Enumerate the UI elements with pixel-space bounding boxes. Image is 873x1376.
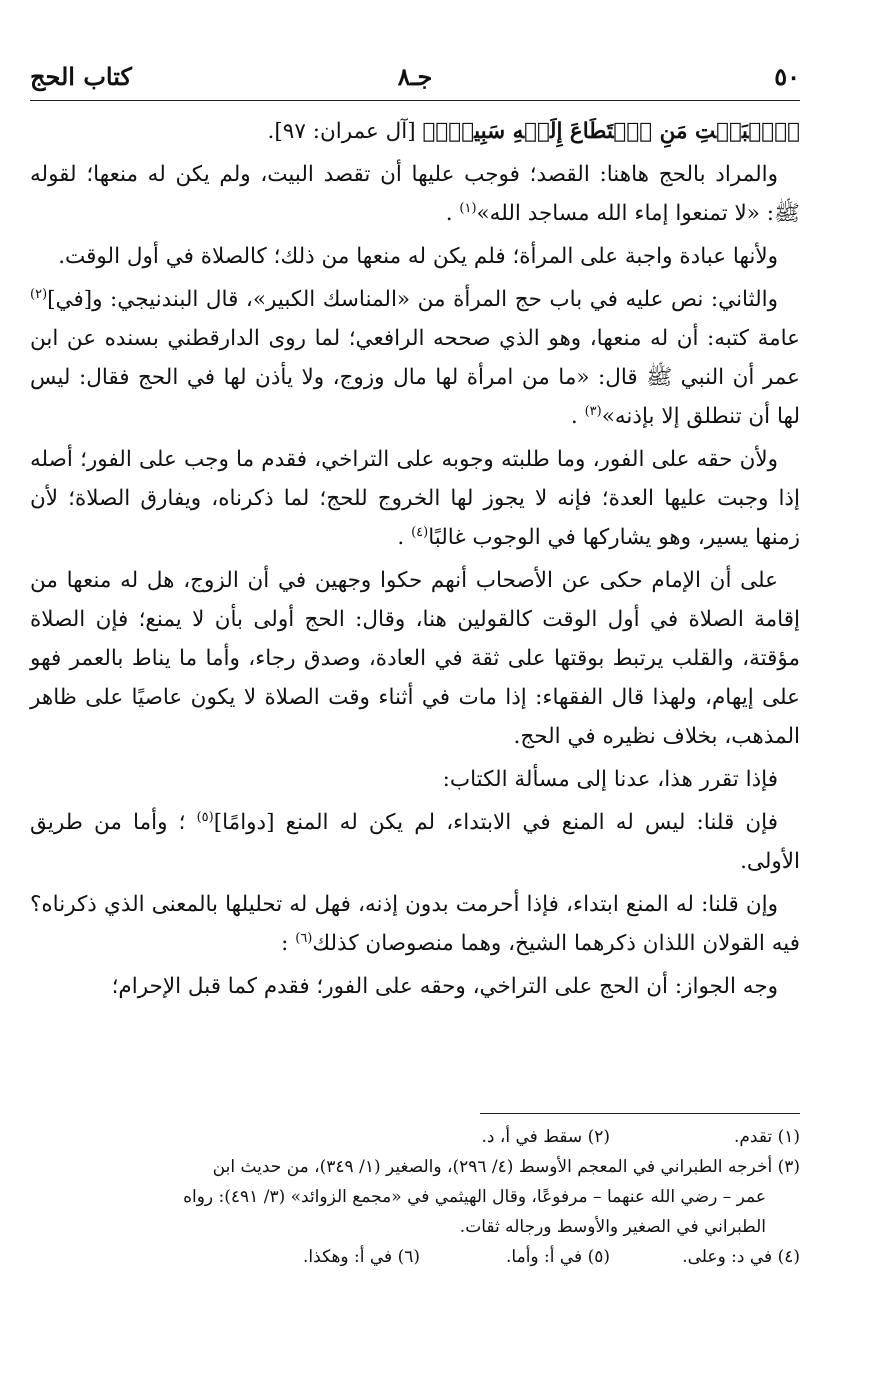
footnote-row	[30, 1122, 800, 1152]
paragraph-end: ؛ وأما من طريق الأولى.	[30, 810, 800, 874]
paragraph-end: :	[281, 931, 296, 956]
paragraph-end: .	[445, 201, 453, 226]
book-title: كتاب الحج	[30, 62, 132, 91]
paragraph	[30, 561, 800, 756]
footnote-marker: (٦)	[295, 930, 313, 946]
footnotes	[30, 1122, 800, 1272]
footnote-3: (٣) أخرجه الطبراني في المعجم الأوسط (٤/ ٢٩٦)، والصغير (١/ ٣٤٩)، من حديث ابن	[212, 1157, 800, 1177]
paragraph	[30, 112, 800, 151]
paragraph-text: على أن الإمام حكى عن الأصحاب أنهم حكوا وجهين في أن الزوج، هل له منعها من إقامة الصلاة في أول الوقت كالقولين هنا، وقال: الحج أولى بأن لا يمنع؛ فإن الصلاة مؤقتة، والقلب يرتبط بوقتها على ثقة في العادة، وصدق رجاء، وأما ما يناط بالعمر فهو على إيهام، ولهذا قال الفقهاء: إذا مات في أثناء وقت الصلاة لا يكون عاصيًا على ظاهر المذهب، بخلاف نظيره في الحج.	[30, 568, 800, 749]
paragraph-text: فإذا تقرر هذا، عدنا إلى مسألة الكتاب:	[442, 767, 778, 792]
footnote-marker: (٤)	[411, 524, 429, 540]
footnote-6: (٦) في أ: وهكذا.	[303, 1247, 420, 1267]
footnote-marker: (٣)	[584, 403, 602, 419]
paragraph-text: ولأن حقه على الفور، وما طلبته وجوبه على التراخي، فقدم ما وجب على الفور؛ أصله إذا وجبت عليها العدة؛ فإنه لا يجوز لها الخروج للحج؛ لما ذكرناه، ويفارق الصلاة؛ لأن زمنها يسير، وهو يشاركها في الوجوب غالبًا	[30, 447, 800, 550]
footnote-marker: (٥)	[196, 809, 214, 825]
footnote-5: (٥) في أ: وأما.	[506, 1247, 610, 1267]
paragraph-text: فإن قلنا: ليس له المنع في الابتداء، لم يكن له المنع [دوامًا]	[213, 810, 778, 835]
header-rule	[30, 100, 800, 101]
paragraph	[30, 155, 800, 233]
main-text	[30, 112, 800, 1010]
paragraph-end: .	[397, 525, 405, 550]
paragraph	[30, 237, 800, 276]
footnote-row	[30, 1242, 800, 1272]
verse-reference: [آل عمران: ٩٧].	[267, 119, 416, 144]
paragraph-end: .	[570, 404, 578, 429]
page-number: ٥٠	[774, 62, 800, 91]
footnote-3-continued: الطبراني في الصغير والأوسط ورجاله ثقات.	[459, 1217, 766, 1237]
footnote-3-continued: عمر – رضي الله عنهما – مرفوعًا، وقال الهيثمي في «مجمع الزوائد» (٣/ ٤٩١): رواه	[183, 1187, 766, 1207]
paragraph	[30, 885, 800, 963]
footnote-2: (٢) سقط في أ، د.	[481, 1127, 610, 1147]
paragraph-text: والثاني: نص عليه في باب حج المرأة من «المناسك الكبير»، قال البندنيجي: و[في]	[47, 287, 778, 312]
paragraph	[30, 967, 800, 1006]
footnote-marker: (٢)	[30, 286, 48, 302]
paragraph-text: عامة كتبه: أن له منعها، وهو الذي صححه الرافعي؛ لما روى الدارقطني بسنده عن ابن عمر أن النبي ﷺ قال: «ما من امرأة لها مال وزوج، ولا يأذن لها في الحج فقال: ليس لها أن تنطلق إلا بإذنه»	[30, 326, 800, 429]
paragraph	[30, 803, 800, 881]
footnote-4: (٤) في د: وعلى.	[682, 1247, 800, 1267]
footnote-rule	[480, 1113, 800, 1114]
paragraph	[30, 280, 800, 436]
footnote-marker: (١)	[459, 200, 477, 216]
paragraph	[30, 760, 800, 799]
paragraph-text: وإن قلنا: له المنع ابتداء، فإذا أحرمت بدون إذنه، فهل له تحليلها بالمعنى الذي ذكرناه؟ فيه القولان اللذان ذكرهما الشيخ، وهما منصوصان كذلك	[30, 892, 800, 956]
paragraph	[30, 440, 800, 557]
paragraph-text: وجه الجواز: أن الحج على التراخي، وحقه على الفور؛ فقدم كما قبل الإحرام؛	[111, 974, 778, 999]
footnote-1: (١) تقدم.	[733, 1127, 800, 1147]
paragraph-text: ولأنها عبادة واجبة على المرأة؛ فلم يكن له منعها من ذلك؛ كالصلاة في أول الوقت.	[58, 244, 778, 269]
quran-verse: ﴿ٱلۡبَيۡتِ مَنِ ٱسۡتَطَاعَ إِلَيۡهِ سَبِيلاۚ﴾	[422, 119, 800, 144]
running-header	[30, 58, 800, 98]
paragraph-text: والمراد بالحج هاهنا: القصد؛ فوجب عليها أن تقصد البيت، ولم يكن له منعها؛ لقوله ﷺ: «لا تمنعوا إماء الله مساجد الله»	[30, 162, 800, 226]
volume-number: جـ٨	[397, 62, 433, 91]
